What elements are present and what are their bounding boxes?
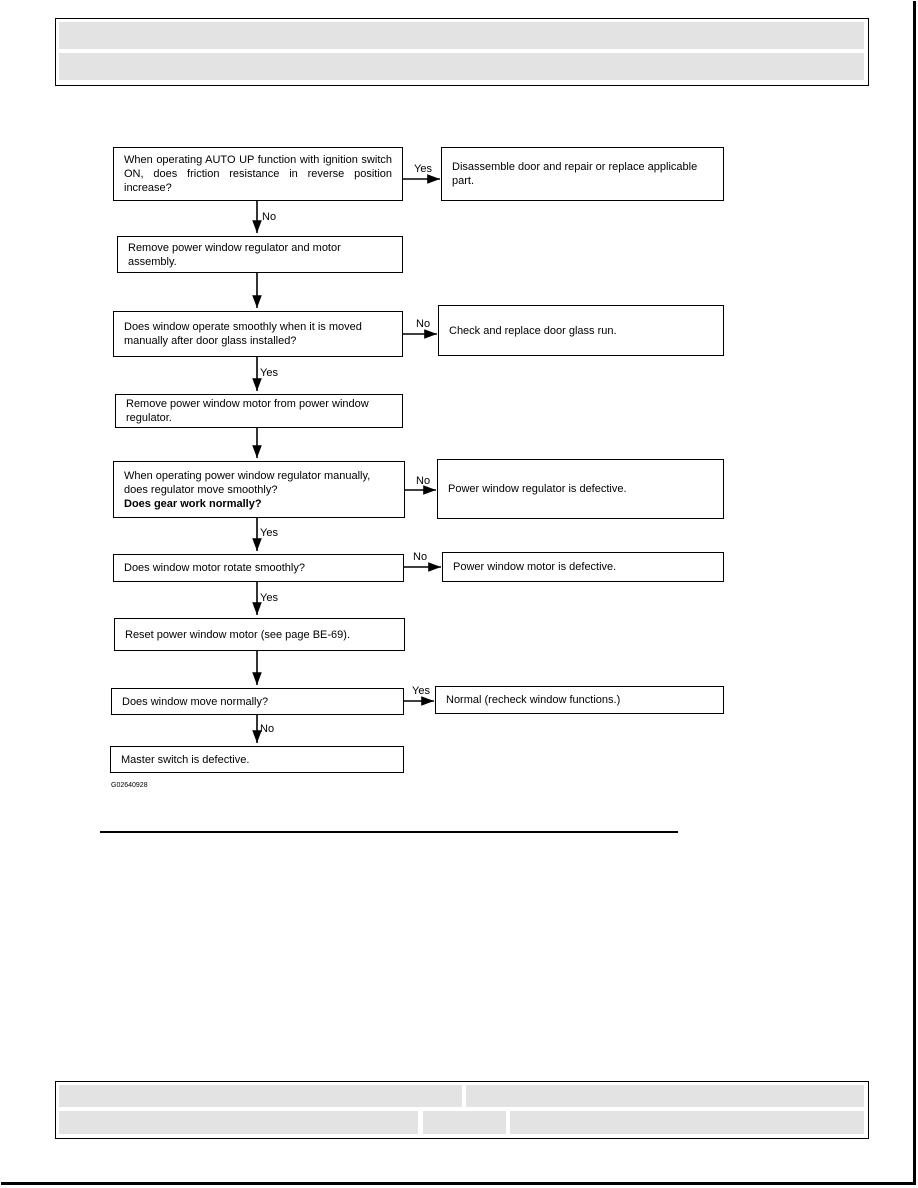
footer-cell-bottom-left bbox=[59, 1111, 418, 1134]
outcome-regulator-defective bbox=[437, 459, 724, 519]
outcome-replace-glass-run-text: Check and replace door glass run. bbox=[449, 324, 617, 337]
figure-code: G02640928 bbox=[111, 782, 148, 789]
step-motor-rotate-check bbox=[113, 554, 404, 582]
step-remove-motor-text: Remove power window motor from power window regulator. bbox=[126, 398, 369, 424]
step-remove-regulator-text: Remove power window regulator and motor assembly. bbox=[128, 241, 341, 268]
label-yes-s5: Yes bbox=[260, 527, 278, 539]
footer-cell-top-right bbox=[466, 1085, 864, 1107]
label-no-s5: No bbox=[416, 475, 431, 487]
step-auto-up-check bbox=[113, 147, 403, 201]
outcome-repair-door-text: Disassemble door and repair or replace applicable part. bbox=[452, 161, 698, 187]
step-remove-regulator bbox=[117, 236, 403, 273]
label-no-s1: No bbox=[262, 211, 277, 223]
step-window-move-check-text: Does window move normally? bbox=[122, 695, 269, 708]
step-master-switch-defective bbox=[110, 746, 404, 773]
section-divider bbox=[100, 831, 678, 833]
label-yes-s1: Yes bbox=[414, 163, 432, 175]
label-no-s3: No bbox=[416, 318, 431, 330]
footer-cell-bottom-mid bbox=[423, 1111, 506, 1134]
step-window-manual-check-text: Does window operate smoothly when it is moved manually after door glass installed? bbox=[124, 321, 362, 347]
label-yes-s6: Yes bbox=[260, 592, 278, 604]
page-footer bbox=[55, 1081, 869, 1139]
outcome-repair-door bbox=[441, 147, 724, 201]
outcome-normal bbox=[435, 686, 724, 714]
label-yes-s8: Yes bbox=[412, 685, 430, 697]
outcome-normal-text: Normal (recheck window functions.) bbox=[446, 694, 621, 706]
label-no-s8: No bbox=[260, 723, 275, 735]
step-gear-check-text: Does gear work normally? bbox=[124, 497, 262, 510]
label-yes-s3: Yes bbox=[260, 367, 278, 379]
outcome-regulator-defective-text: Power window regulator is defective. bbox=[448, 483, 627, 495]
outcome-replace-glass-run bbox=[438, 305, 724, 356]
step-regulator-manual-check-text: When operating power window regulator manually, does regulator move smoothly? bbox=[124, 469, 371, 496]
step-window-manual-check bbox=[113, 311, 403, 357]
step-motor-rotate-check-text: Does window motor rotate smoothly? bbox=[124, 562, 305, 574]
step-remove-motor bbox=[115, 394, 403, 428]
outcome-motor-defective-text: Power window motor is defective. bbox=[453, 561, 617, 573]
step-regulator-manual-check bbox=[113, 461, 405, 518]
footer-cell-bottom-right bbox=[510, 1111, 864, 1134]
step-window-move-check bbox=[111, 688, 404, 715]
step-reset-motor bbox=[114, 618, 405, 651]
outcome-motor-defective bbox=[442, 552, 724, 582]
step-reset-motor-text: Reset power window motor (see page BE-69). bbox=[125, 628, 350, 641]
label-no-s6: No bbox=[413, 551, 428, 563]
step-auto-up-check-text: When operating AUTO UP function with ignition switch ON, does friction resistance in reverse position increase? bbox=[124, 154, 392, 194]
step-master-switch-defective-text: Master switch is defective. bbox=[121, 753, 250, 766]
footer-cell-top-left bbox=[59, 1085, 462, 1107]
